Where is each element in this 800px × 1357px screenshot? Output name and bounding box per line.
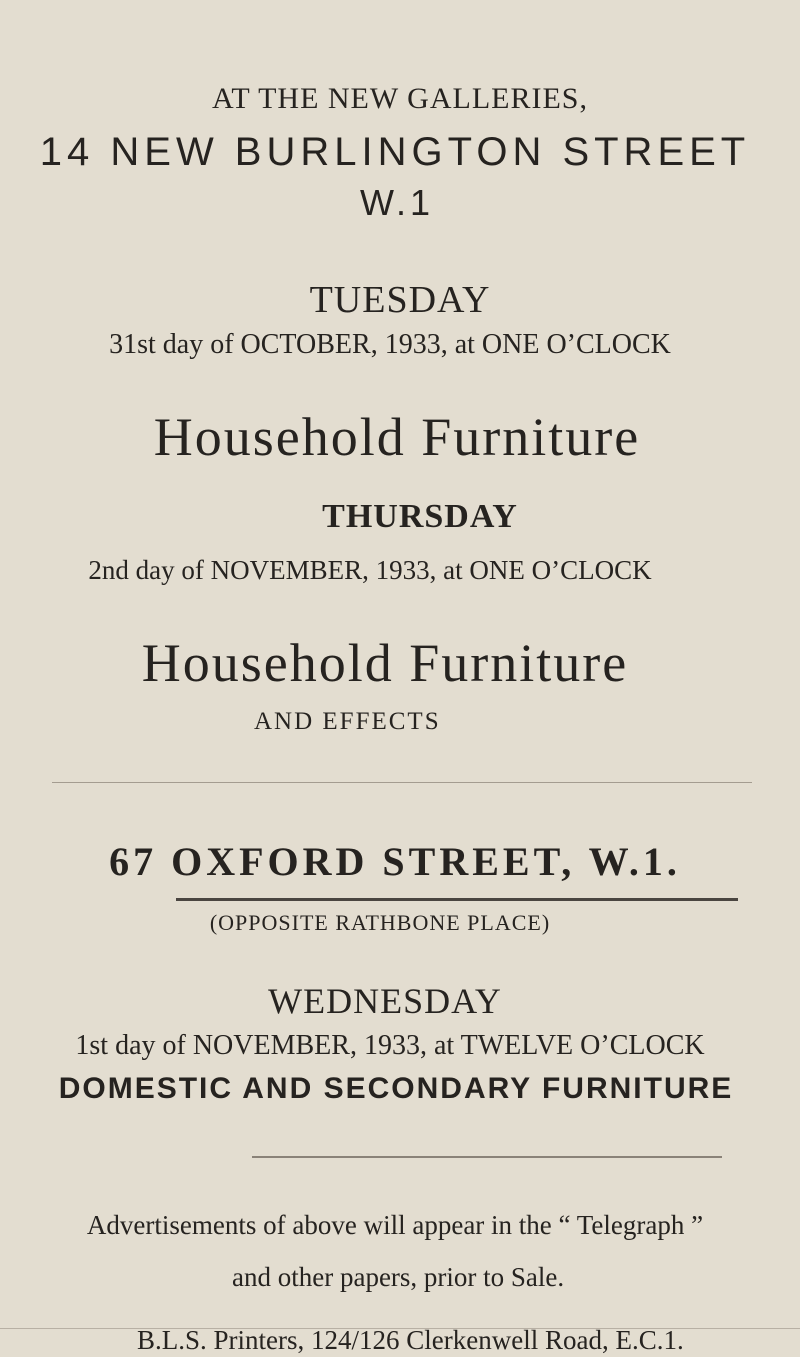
sale1-date-line: 31st day of OCTOBER, 1933, at ONE O’CLOCK — [109, 329, 671, 360]
divider-rule-2 — [252, 1156, 722, 1158]
sale1-title: Household Furniture — [153, 407, 641, 467]
oxford-address: 67 OXFORD STREET, W.1. — [109, 839, 681, 884]
address-underline — [176, 898, 738, 901]
street-line: 14 NEW BURLINGTON STREET — [39, 130, 751, 174]
sale2-date-line: 2nd day of NOVEMBER, 1933, at ONE O’CLOCK — [88, 555, 652, 585]
oxford-title: DOMESTIC AND SECONDARY FURNITURE — [58, 1072, 734, 1105]
divider-rule-1 — [52, 782, 752, 783]
sale2-day: THURSDAY — [322, 498, 518, 535]
oxford-date-line: 1st day of NOVEMBER, 1933, at TWELVE O’CLOCK — [75, 1030, 705, 1061]
oxford-note: (OPPOSITE RATHBONE PLACE) — [209, 910, 551, 935]
sale1-day: TUESDAY — [309, 279, 491, 321]
sale2-title: Household Furniture — [141, 633, 629, 693]
sale2-subtitle: AND EFFECTS — [254, 708, 441, 735]
advert-line-2: and other papers, prior to Sale. — [232, 1262, 565, 1292]
gallery-line: AT THE NEW GALLERIES, — [212, 82, 588, 115]
postal-district: W.1 — [359, 182, 434, 223]
advert-line-1: Advertisements of above will appear in the “ Telegraph ” — [86, 1210, 704, 1240]
oxford-day: WEDNESDAY — [268, 981, 502, 1021]
printer-imprint: B.L.S. Printers, 124/126 Clerkenwell Road, E.C.1. — [137, 1325, 684, 1355]
